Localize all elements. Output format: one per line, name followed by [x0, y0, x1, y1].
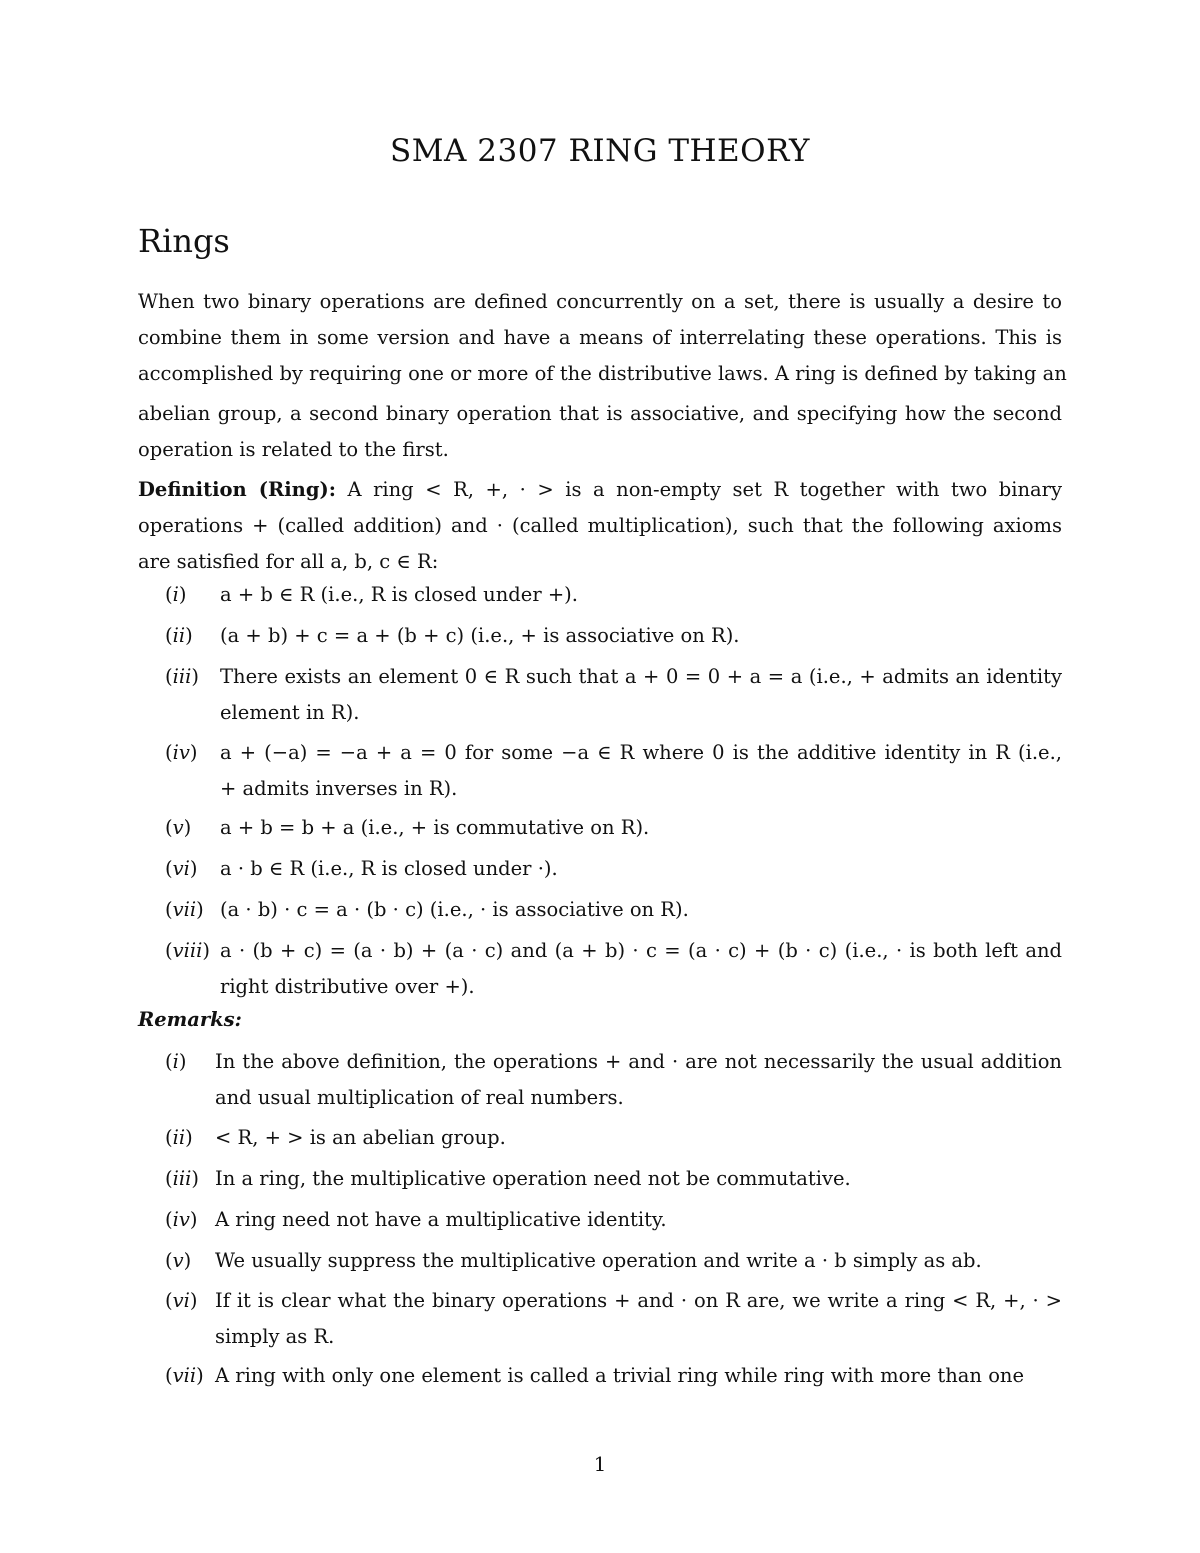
- remark-number: (ii): [165, 1126, 193, 1149]
- page-number: 1: [593, 1452, 607, 1476]
- definition-text: A ring < R, +, · > is a non-empty set R together with two binary: [347, 478, 1062, 501]
- remark-numeral: vii: [172, 1364, 197, 1387]
- axiom-numeral: i: [172, 583, 179, 606]
- remark-text: and usual multiplication of real numbers.: [215, 1086, 624, 1109]
- axiom-text: right distributive over +).: [220, 975, 475, 998]
- remark-numeral: i: [172, 1050, 179, 1073]
- axiom-numeral: iii: [172, 665, 192, 688]
- axiom-number: (iv): [165, 741, 198, 764]
- axiom-text: (a · b) · c = a · (b · c) (i.e., · is associative on R).: [220, 898, 689, 921]
- remark-number: (iii): [165, 1167, 199, 1190]
- remark-text: If it is clear what the binary operations + and · on R are, we write a ring < R, +, · >: [215, 1289, 1062, 1312]
- axiom-numeral: viii: [172, 939, 203, 962]
- remarks-label: Remarks:: [138, 1008, 242, 1031]
- document-page: [138, 0, 1067, 1553]
- definition-paragraph: [138, 472, 1062, 580]
- axiom-text: element in R).: [220, 701, 360, 724]
- axiom-numeral: vii: [172, 898, 197, 921]
- remark-numeral: iv: [172, 1208, 190, 1231]
- remark-number: (iv): [165, 1208, 198, 1231]
- definition-line: [138, 472, 1062, 508]
- axiom-number: (vii): [165, 898, 204, 921]
- remark-numeral: vi: [172, 1289, 190, 1312]
- definition-label: Definition (Ring):: [138, 478, 336, 501]
- remark-text: A ring with only one element is called a trivial ring while ring with more than one: [215, 1364, 1025, 1387]
- intro-line: abelian group, a second binary operation that is associative, and specifying how the second: [138, 402, 1062, 425]
- intro-paragraph: [138, 284, 1067, 468]
- axiom-text: (a + b) + c = a + (b + c) (i.e., + is associative on R).: [220, 624, 740, 647]
- section-heading: Rings: [138, 222, 230, 260]
- intro-line: combine them in some version and have a means of interrelating these operations. This is: [138, 326, 1062, 349]
- remark-number: (vi): [165, 1289, 198, 1312]
- intro-line: When two binary operations are defined concurrently on a set, there is usually a desire to: [138, 290, 1062, 313]
- intro-line: accomplished by requiring one or more of the distributive laws. A ring is defined by taking an: [138, 362, 1067, 385]
- remark-text: We usually suppress the multiplicative operation and write a · b simply as ab.: [215, 1249, 982, 1272]
- remark-text: In a ring, the multiplicative operation need not be commutative.: [215, 1167, 851, 1190]
- axiom-numeral: iv: [172, 741, 190, 764]
- definition-line: operations + (called addition) and · (called multiplication), such that the following axioms: [138, 514, 1062, 537]
- remark-number: (i): [165, 1050, 187, 1073]
- remark-number: (v): [165, 1249, 192, 1272]
- document-title: SMA 2307 RING THEORY: [390, 133, 810, 169]
- remark-text: In the above definition, the operations + and · are not necessarily the usual addition: [215, 1050, 1062, 1073]
- axiom-number: (ii): [165, 624, 193, 647]
- axiom-numeral: v: [172, 816, 184, 839]
- axiom-text: a + b = b + a (i.e., + is commutative on R).: [220, 816, 650, 839]
- axiom-number: (vi): [165, 857, 198, 880]
- axiom-number: (v): [165, 816, 192, 839]
- intro-line: operation is related to the first.: [138, 438, 449, 461]
- axiom-text: a + b ∈ R (i.e., R is closed under +).: [220, 583, 578, 606]
- axiom-number: (iii): [165, 665, 199, 688]
- axiom-text: a · (b + c) = (a · b) + (a · c) and (a + b) · c = (a · c) + (b · c) (i.e., · is both left and: [220, 939, 1062, 962]
- axiom-text: There exists an element 0 ∈ R such that a + 0 = 0 + a = a (i.e., + admits an identity: [220, 665, 1062, 688]
- axiom-numeral: ii: [172, 624, 186, 647]
- remark-numeral: ii: [172, 1126, 186, 1149]
- axiom-text: a + (−a) = −a + a = 0 for some −a ∈ R where 0 is the additive identity in R (i.e.,: [220, 741, 1062, 764]
- remark-text: A ring need not have a multiplicative identity.: [215, 1208, 667, 1231]
- remark-numeral: v: [172, 1249, 184, 1272]
- axiom-number: (i): [165, 583, 187, 606]
- axiom-text: + admits inverses in R).: [220, 777, 458, 800]
- definition-line: are satisfied for all a, b, c ∈ R:: [138, 550, 439, 573]
- remark-number: (vii): [165, 1364, 204, 1387]
- remark-numeral: iii: [172, 1167, 192, 1190]
- axiom-numeral: vi: [172, 857, 190, 880]
- axiom-number: (viii): [165, 939, 210, 962]
- axiom-text: a · b ∈ R (i.e., R is closed under ·).: [220, 857, 558, 880]
- remark-text: simply as R.: [215, 1325, 335, 1348]
- remark-text: < R, + > is an abelian group.: [215, 1126, 506, 1149]
